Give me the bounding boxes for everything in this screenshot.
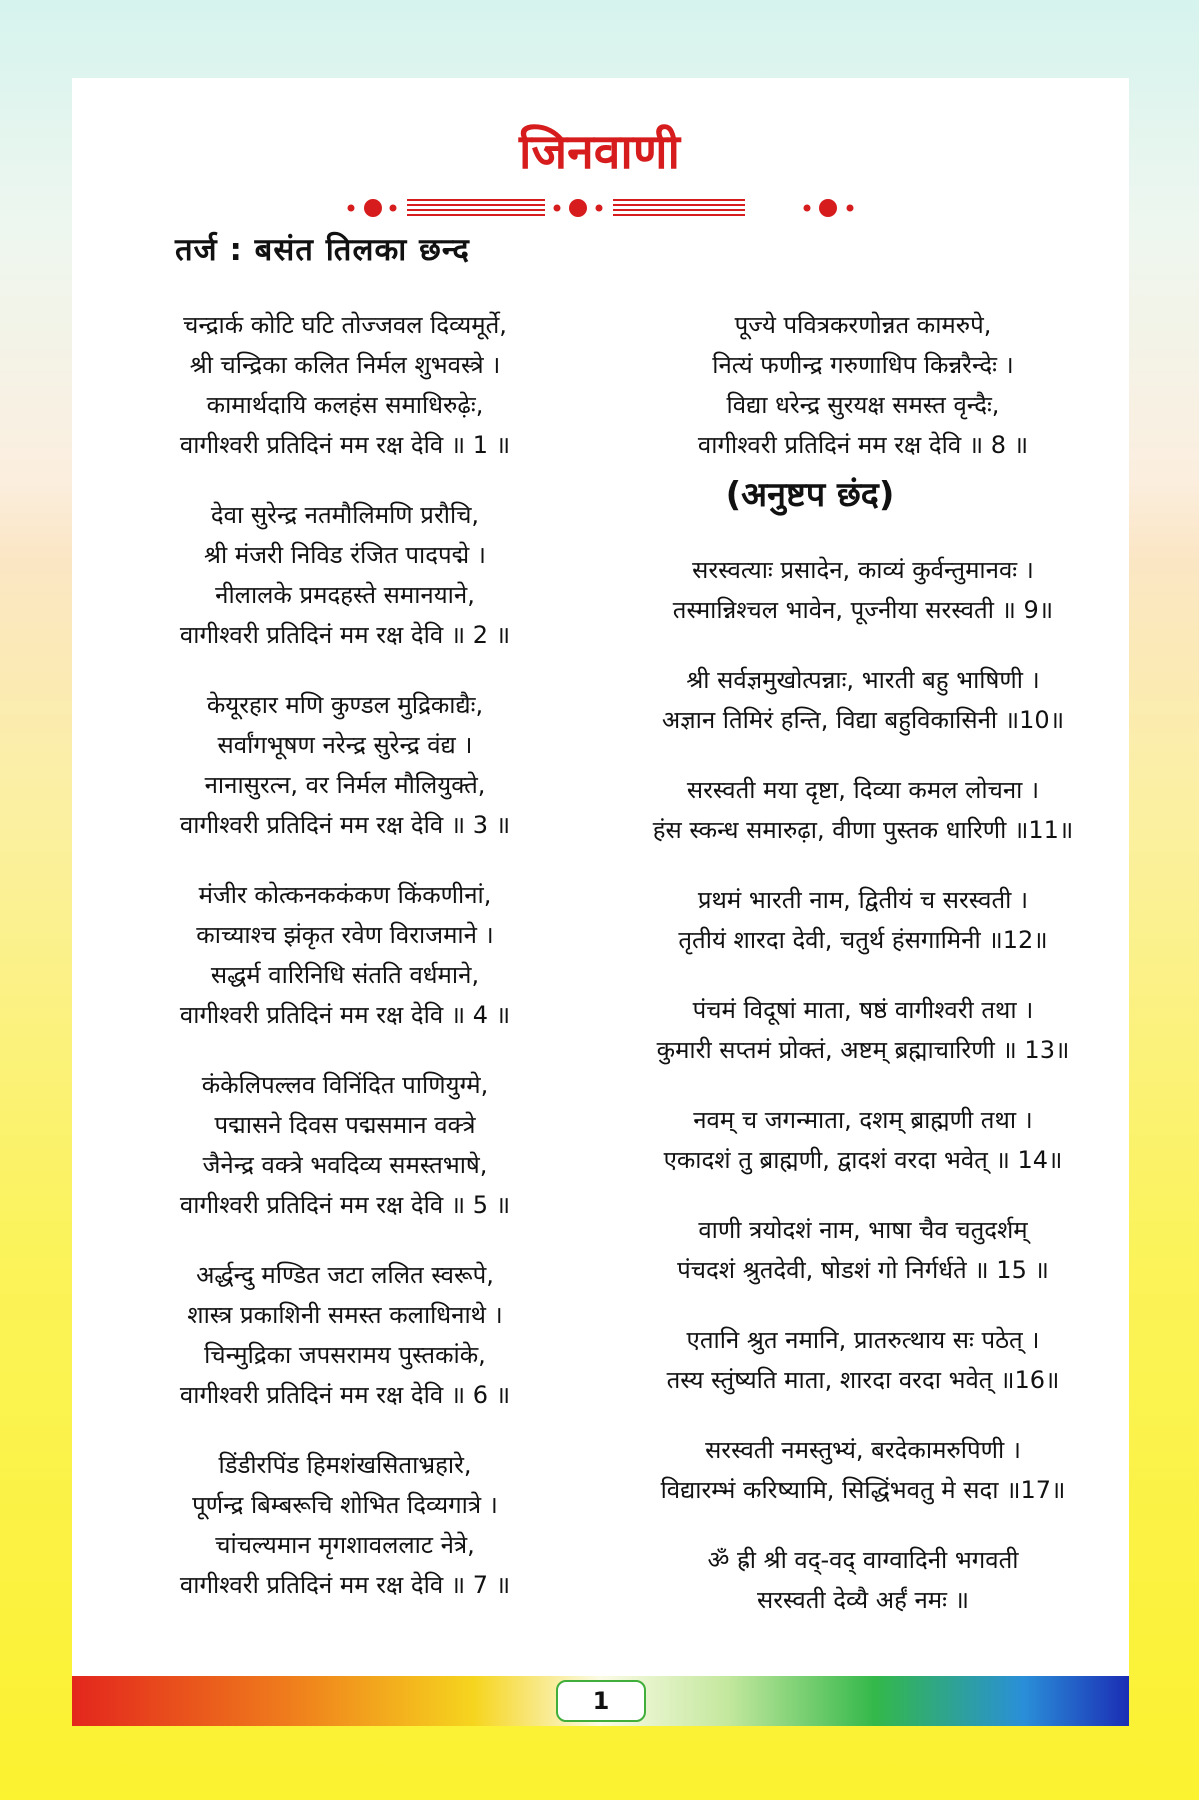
verse-line: एकादशं तु ब्राह्मणी, द्वादशं वरदा भवेत् ॥ 14॥ [663,1146,1063,1174]
verse-line: तस्य स्तुंष्यति माता, शारदा वरदा भवेत् ॥16॥ [666,1366,1060,1394]
verse-line: श्री मंजरी निविड रंजित पादपद्मे । [204,541,486,569]
verse-line: काच्याश्च झंकृत रवेण विराजमाने । [196,921,494,949]
verse-line: अज्ञान तिमिरं हन्ति, विद्या बहुविकासिनी ॥10॥ [661,706,1065,734]
verse-block [628,550,1098,630]
tune-subtitle: तर्ज : बसंत तिलका छन्द [175,232,470,268]
verse-block [628,1210,1098,1290]
verse-line: पूर्णन्द्र बिम्बरूचि शोभित दिव्यगात्रे । [192,1491,498,1519]
verse-line: वाणी त्रयोदशं नाम, भाषा चैव चतुदर्शम् [698,1216,1028,1244]
verse-line: विद्यारम्भं करिष्यामि, सिद्धिंभवतु मे सदा ॥17॥ [660,1476,1066,1504]
page-number: 1 [556,1680,646,1722]
verse-block [628,770,1098,850]
verse-block [110,495,580,655]
verse-line: चन्द्रार्क कोटि घटि तोज्जवल दिव्यमूर्ते, [183,311,507,339]
title-ornament-divider [345,195,860,221]
verse-line: डिंडीरपिंड हिमशंखसिताभ्रहारे, [218,1451,472,1479]
verse-line: प्रथमं भारती नाम, द्वितीयं च सरस्वती । [697,886,1029,914]
verse-line: सद्धर्म वारिनिधि संतति वर्धमाने, [210,961,480,989]
verse-block [110,1255,580,1415]
verse-block [628,1540,1098,1620]
verse-line: वागीश्वरी प्रतिदिनं मम रक्ष देवि ॥ 3 ॥ [179,811,511,839]
verse-line: अर्द्धन्दु मण्डित जटा ललित स्वरूपे, [196,1261,494,1289]
verse-line: वागीश्वरी प्रतिदिनं मम रक्ष देवि ॥ 1 ॥ [179,431,511,459]
verse-line: पूज्ये पवित्रकरणोन्नत कामरुपे, [734,311,992,339]
verse-line: तृतीयं शारदा देवी, चतुर्थ हंसगामिनी ॥12॥ [678,926,1048,954]
verse-block [110,305,580,465]
verse-line: कुमारी सप्तमं प्रोक्तं, अष्टम् ब्रह्माचारिणी ॥ 13॥ [656,1036,1070,1064]
page-title: जिनवाणी [519,124,680,180]
verse-line: नीलालके प्रमदहस्ते समानयाने, [215,581,475,609]
verse-block [628,1430,1098,1510]
verse-line: नित्यं फणीन्द्र गरुणाधिप किन्नरैन्देः । [712,351,1014,379]
verse-line: वागीश्वरी प्रतिदिनं मम रक्ष देवि ॥ 6 ॥ [179,1381,511,1409]
verse-line: शास्त्र प्रकाशिनी समस्त कलाधिनाथे । [187,1301,503,1329]
verse-block [628,660,1098,740]
verse-line: चांचल्यमान मृगशावललाट नेत्रे, [215,1531,475,1559]
verse-block [628,1100,1098,1180]
verse-line: विद्या धरेन्द्र सुरयक्ष समस्त वृन्दैः, [726,391,1000,419]
verse-line: पंचदशं श्रुतदेवी, षोडशं गो निर्गर्धते ॥ 15 ॥ [677,1256,1049,1284]
verse-block [628,1320,1098,1400]
verse-line: एतानि श्रुत नमानि, प्रातरुत्थाय सः पठेत् । [686,1326,1040,1354]
verse-block [628,305,1098,465]
verse-block [110,1065,580,1225]
verse-line: सरस्वती नमस्तुभ्यं, बरदेकामरुपिणी । [705,1436,1021,1464]
verse-line: चिन्मुद्रिका जपसरामय पुस्तकांके, [204,1341,486,1369]
verse-line: ॐ ह्री श्री वद्-वद् वाग्वादिनी भगवती [707,1546,1019,1574]
verse-line: मंजीर कोत्कनककंकण किंकणीनां, [198,881,492,909]
anushtup-heading: (अनुष्टप छंद) [725,475,895,515]
verse-line: सरस्वत्याः प्रसादेन, काव्यं कुर्वन्तुमानवः । [692,556,1034,584]
verse-block [110,685,580,845]
verse-block [110,1445,580,1605]
verse-line: सर्वांगभूषण नरेन्द्र सुरेन्द्र वंद्य । [217,731,473,759]
verse-line: वागीश्वरी प्रतिदिनं मम रक्ष देवि ॥ 7 ॥ [179,1571,511,1599]
verse-line: देवा सुरेन्द्र नतमौलिमणि प्ररौचि, [210,501,480,529]
verse-line: वागीश्वरी प्रतिदिनं मम रक्ष देवि ॥ 2 ॥ [179,621,511,649]
verse-block [110,875,580,1035]
verse-line: वागीश्वरी प्रतिदिनं मम रक्ष देवि ॥ 8 ॥ [697,431,1029,459]
verse-line: श्री सर्वज्ञमुखोत्पन्नाः, भारती बहु भाषिणी । [686,666,1040,694]
verse-line: हंस स्कन्ध समारुढ़ा, वीणा पुस्तक धारिणी ॥11॥ [652,816,1074,844]
verse-line: सरस्वती मया दृष्टा, दिव्या कमल लोचना । [686,776,1040,804]
verse-line: श्री चन्द्रिका कलित निर्मल शुभवस्त्रे । [189,351,501,379]
verse-line: जैनेन्द्र वक्त्रे भवदिव्य समस्तभाषे, [202,1151,488,1179]
verse-line: पद्मासने दिवस पद्मसमान वक्त्रे [214,1111,476,1139]
verse-line: वागीश्वरी प्रतिदिनं मम रक्ष देवि ॥ 5 ॥ [179,1191,511,1219]
verse-line: नवम् च जगन्माता, दशम् ब्राह्मणी तथा । [693,1106,1033,1134]
verse-line: कंकेलिपल्लव विनिंदित पाणियुग्मे, [201,1071,489,1099]
verse-line: कामार्थदायि कलहंस समाधिरुढ़ेः, [206,391,484,419]
verse-block [628,880,1098,960]
verse-line: तस्मान्निश्चल भावेन, पूज्नीया सरस्वती ॥ 9॥ [672,596,1054,624]
verse-line: केयूरहार मणि कुण्डल मुद्रिकाद्यैः, [206,691,484,719]
verse-line: पंचमं विदूषां माता, षष्ठं वागीश्वरी तथा । [692,996,1034,1024]
verse-block [628,990,1098,1070]
verse-line: नानासुरत्न, वर निर्मल मौलियुक्ते, [204,771,486,799]
verse-line: वागीश्वरी प्रतिदिनं मम रक्ष देवि ॥ 4 ॥ [179,1001,511,1029]
verse-line: सरस्वती देव्यै अर्हं नमः ॥ [757,1586,969,1614]
